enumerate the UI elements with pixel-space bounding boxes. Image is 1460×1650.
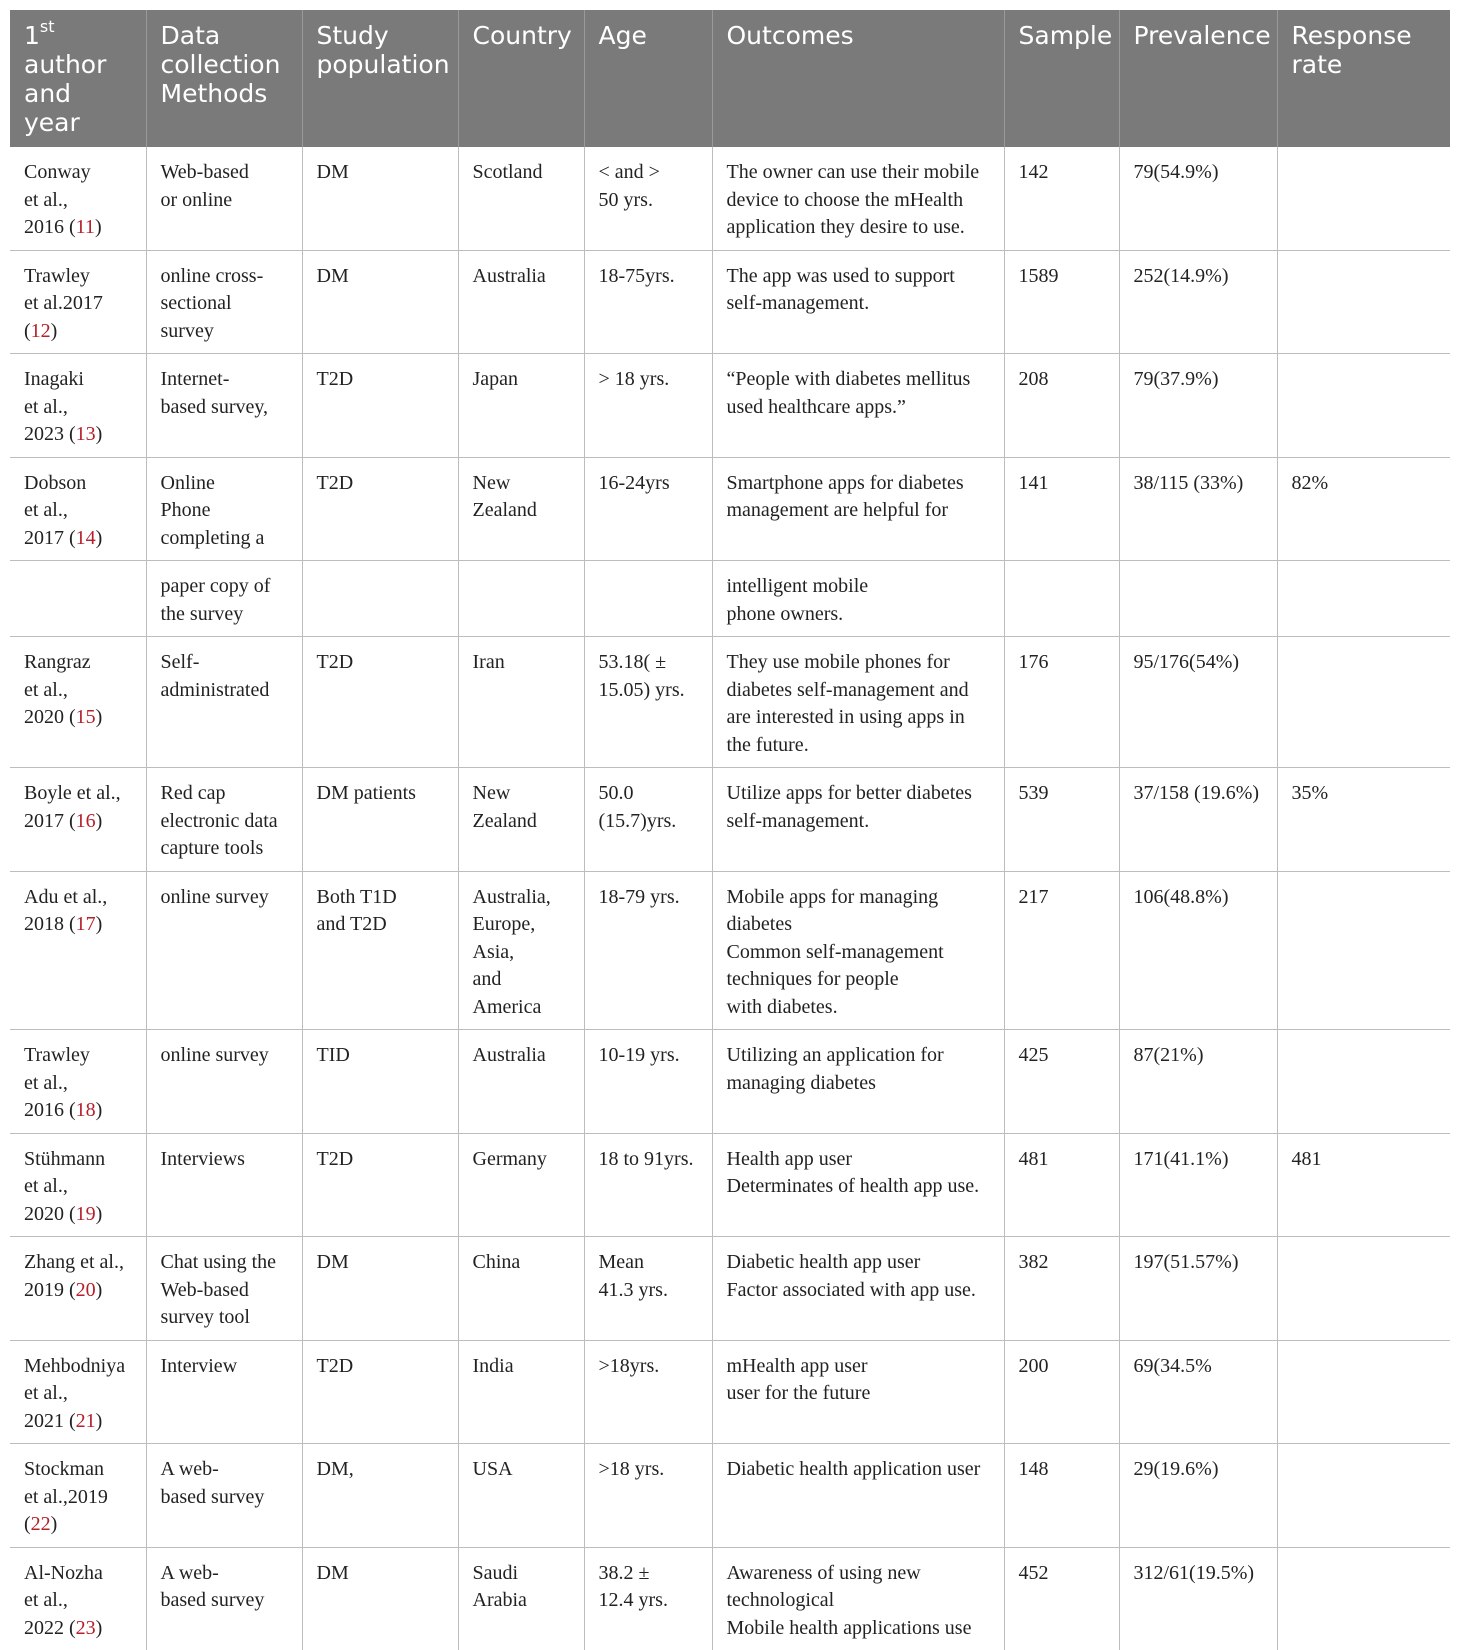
author-line: et al., xyxy=(24,1382,68,1404)
author-year-line xyxy=(24,1201,132,1229)
cell-prevalence: 29(19.6%) xyxy=(1119,1444,1277,1548)
cell-study-population: T2D xyxy=(302,354,458,458)
author-year-text: ( xyxy=(24,1513,31,1535)
cell-sample: 141 xyxy=(1004,457,1119,561)
cell-data-collection-method: paper copy of the survey xyxy=(146,561,302,637)
cell-age: 50.0 (15.7)yrs. xyxy=(584,768,712,872)
cell-country: Saudi Arabia xyxy=(458,1547,584,1650)
studies-table-container xyxy=(10,10,1450,1650)
cell-prevalence: 79(37.9%) xyxy=(1119,354,1277,458)
cell-age: < and > 50 yrs. xyxy=(584,147,712,250)
cell-response-rate xyxy=(1277,1547,1450,1650)
author-year-text: 2023 ( xyxy=(24,423,76,445)
cell-age: >18 yrs. xyxy=(584,1444,712,1548)
header-data-collection-methods: Data collection Methods xyxy=(146,10,302,147)
cell-study-population: DM xyxy=(302,1237,458,1341)
author-year-text: 2016 ( xyxy=(24,216,76,238)
author-year-close: ) xyxy=(95,706,103,728)
author-year-text: 2016 ( xyxy=(24,1099,76,1121)
table-row xyxy=(10,1237,1450,1341)
table-row xyxy=(10,637,1450,768)
author-year-close: ) xyxy=(50,319,58,342)
author-year-line xyxy=(24,525,132,553)
cell-prevalence: 37/158 (19.6%) xyxy=(1119,768,1277,872)
table-row xyxy=(10,147,1450,250)
reference-link[interactable]: 21 xyxy=(75,1409,96,1432)
author-line: Inagaki xyxy=(24,368,84,390)
header-author-year: 1st author and year xyxy=(10,10,146,147)
cell-country: USA xyxy=(458,1444,584,1548)
author-year-close: ) xyxy=(95,1278,103,1301)
cell-prevalence xyxy=(1119,561,1277,637)
author-line: Mehbodniya xyxy=(24,1354,126,1377)
author-year-text: 2021 ( xyxy=(24,1409,76,1432)
cell-author-year xyxy=(10,1030,146,1134)
cell-age: >18yrs. xyxy=(584,1340,712,1444)
cell-response-rate xyxy=(1277,1030,1450,1134)
reference-link[interactable]: 23 xyxy=(75,1616,96,1639)
cell-outcomes: The app was used to support self-management. xyxy=(712,250,1004,354)
cell-country: China xyxy=(458,1237,584,1341)
author-line: Dobson xyxy=(24,471,87,494)
author-year-close: ) xyxy=(95,809,103,832)
table-row xyxy=(10,1444,1450,1548)
cell-age: 16-24yrs xyxy=(584,457,712,561)
table-row xyxy=(10,1547,1450,1650)
cell-author-year xyxy=(10,354,146,458)
cell-sample: 200 xyxy=(1004,1340,1119,1444)
cell-author-year xyxy=(10,147,146,250)
table-row xyxy=(10,871,1450,1030)
cell-study-population: TID xyxy=(302,1030,458,1134)
cell-study-population: Both T1D and T2D xyxy=(302,871,458,1030)
reference-link[interactable]: 13 xyxy=(75,423,96,445)
cell-sample: 539 xyxy=(1004,768,1119,872)
cell-prevalence: 87(21%) xyxy=(1119,1030,1277,1134)
cell-country: Iran xyxy=(458,637,584,768)
cell-country: Japan xyxy=(458,354,584,458)
cell-age: 10-19 yrs. xyxy=(584,1030,712,1134)
cell-data-collection-method: Web-based or online xyxy=(146,147,302,250)
cell-sample: 452 xyxy=(1004,1547,1119,1650)
cell-outcomes: Mobile apps for managing diabetes Common self-management techniques for people with diabetes. xyxy=(712,871,1004,1030)
cell-response-rate xyxy=(1277,561,1450,637)
cell-study-population: DM, xyxy=(302,1444,458,1548)
author-year-text: 2020 ( xyxy=(24,1202,76,1225)
cell-study-population: T2D xyxy=(302,637,458,768)
studies-table xyxy=(10,10,1450,1650)
cell-prevalence: 252(14.9%) xyxy=(1119,250,1277,354)
cell-prevalence: 79(54.9%) xyxy=(1119,147,1277,250)
author-year-text: 2018 ( xyxy=(24,913,76,935)
cell-response-rate xyxy=(1277,1340,1450,1444)
table-row xyxy=(10,1133,1450,1237)
cell-author-year xyxy=(10,250,146,354)
cell-age: Mean 41.3 yrs. xyxy=(584,1237,712,1341)
cell-age: 18 to 91yrs. xyxy=(584,1133,712,1237)
cell-outcomes: Diabetic health application user xyxy=(712,1444,1004,1548)
author-line: Zhang et al., xyxy=(24,1251,124,1273)
author-line: et al.,2019 xyxy=(24,1485,108,1508)
cell-response-rate xyxy=(1277,1237,1450,1341)
table-body xyxy=(10,147,1450,1650)
author-line: et al., xyxy=(24,188,68,211)
reference-link[interactable]: 22 xyxy=(30,1513,51,1535)
cell-author-year xyxy=(10,1237,146,1341)
cell-data-collection-method: online cross- sectional survey xyxy=(146,250,302,354)
table-row xyxy=(10,354,1450,458)
header-study-population: Study population xyxy=(302,10,458,147)
cell-data-collection-method: A web- based survey xyxy=(146,1547,302,1650)
header-outcomes: Outcomes xyxy=(712,10,1004,147)
cell-prevalence: 95/176(54%) xyxy=(1119,637,1277,768)
cell-study-population xyxy=(302,561,458,637)
cell-sample: 176 xyxy=(1004,637,1119,768)
cell-outcomes: Awareness of using new technological Mobile health applications use xyxy=(712,1547,1004,1650)
author-line: et al., xyxy=(24,1175,68,1197)
cell-author-year xyxy=(10,457,146,561)
cell-author-year xyxy=(10,768,146,872)
author-line: et al., xyxy=(24,678,68,701)
header-response-rate: Response rate xyxy=(1277,10,1450,147)
cell-response-rate: 82% xyxy=(1277,457,1450,561)
cell-outcomes: intelligent mobile phone owners. xyxy=(712,561,1004,637)
author-line: Trawley xyxy=(24,264,90,287)
author-year-line xyxy=(24,808,132,836)
author-year-line xyxy=(24,1511,132,1539)
cell-sample: 425 xyxy=(1004,1030,1119,1134)
author-line: et al.2017 xyxy=(24,292,103,314)
reference-link[interactable]: 15 xyxy=(75,706,96,728)
cell-sample: 142 xyxy=(1004,147,1119,250)
author-year-close: ) xyxy=(94,216,102,238)
author-year-line xyxy=(24,1097,132,1125)
cell-sample: 481 xyxy=(1004,1133,1119,1237)
author-year-text: ( xyxy=(24,319,31,342)
author-line: Trawley xyxy=(24,1044,90,1066)
cell-response-rate xyxy=(1277,1444,1450,1548)
author-year-line xyxy=(24,1615,132,1643)
cell-country: New Zealand xyxy=(458,457,584,561)
header-sample: Sample xyxy=(1004,10,1119,147)
cell-response-rate: 35% xyxy=(1277,768,1450,872)
cell-outcomes: Utilizing an application for managing diabetes xyxy=(712,1030,1004,1134)
author-year-close: ) xyxy=(95,1202,103,1225)
author-line: et al., xyxy=(24,1589,68,1611)
cell-response-rate xyxy=(1277,871,1450,1030)
cell-outcomes: Health app user Determinates of health app use. xyxy=(712,1133,1004,1237)
cell-outcomes: Smartphone apps for diabetes management are helpful for xyxy=(712,457,1004,561)
cell-country: New Zealand xyxy=(458,768,584,872)
author-year-text: 2022 ( xyxy=(24,1616,76,1639)
cell-data-collection-method: Red cap electronic data capture tools xyxy=(146,768,302,872)
cell-country: Australia xyxy=(458,250,584,354)
cell-country: Germany xyxy=(458,1133,584,1237)
author-year-close: ) xyxy=(95,913,103,935)
cell-outcomes: “People with diabetes mellitus used healthcare apps.” xyxy=(712,354,1004,458)
cell-country: Australia, Europe, Asia, and America xyxy=(458,871,584,1030)
table-row xyxy=(10,250,1450,354)
author-line: Stühmann xyxy=(24,1147,106,1170)
cell-data-collection-method: Interview xyxy=(146,1340,302,1444)
cell-study-population: T2D xyxy=(302,1133,458,1237)
cell-study-population: DM xyxy=(302,1547,458,1650)
cell-sample: 1589 xyxy=(1004,250,1119,354)
cell-study-population: T2D xyxy=(302,457,458,561)
cell-age: > 18 yrs. xyxy=(584,354,712,458)
author-year-text: 2020 ( xyxy=(24,706,76,728)
cell-response-rate xyxy=(1277,354,1450,458)
cell-age: 38.2 ± 12.4 yrs. xyxy=(584,1547,712,1650)
cell-country: Australia xyxy=(458,1030,584,1134)
cell-response-rate xyxy=(1277,637,1450,768)
author-line: Boyle et al., xyxy=(24,782,121,804)
author-year-close: ) xyxy=(95,1409,103,1432)
cell-age: 18-79 yrs. xyxy=(584,871,712,1030)
reference-link[interactable]: 18 xyxy=(75,1099,96,1121)
author-line: Rangraz xyxy=(24,651,91,673)
cell-response-rate xyxy=(1277,250,1450,354)
cell-outcomes: They use mobile phones for diabetes self-management and are interested in using apps in the future. xyxy=(712,637,1004,768)
cell-prevalence: 106(48.8%) xyxy=(1119,871,1277,1030)
cell-response-rate: 481 xyxy=(1277,1133,1450,1237)
author-line: Conway xyxy=(24,161,91,183)
table-row xyxy=(10,1340,1450,1444)
table-row xyxy=(10,561,1450,637)
cell-sample: 208 xyxy=(1004,354,1119,458)
cell-sample: 148 xyxy=(1004,1444,1119,1548)
table-header-row xyxy=(10,10,1450,147)
cell-prevalence: 69(34.5% xyxy=(1119,1340,1277,1444)
cell-data-collection-method: Internet- based survey, xyxy=(146,354,302,458)
cell-prevalence: 197(51.57%) xyxy=(1119,1237,1277,1341)
cell-study-population: T2D xyxy=(302,1340,458,1444)
author-year-close: ) xyxy=(95,1616,103,1639)
table-row xyxy=(10,1030,1450,1134)
cell-study-population: DM xyxy=(302,250,458,354)
author-line: Adu et al., xyxy=(24,885,108,908)
cell-study-population: DM xyxy=(302,147,458,250)
cell-country: India xyxy=(458,1340,584,1444)
author-year-text: 2017 ( xyxy=(24,526,76,549)
cell-author-year xyxy=(10,637,146,768)
cell-prevalence: 312/61(19.5%) xyxy=(1119,1547,1277,1650)
header-superscript: st xyxy=(39,16,55,36)
cell-outcomes: Utilize apps for better diabetes self-management. xyxy=(712,768,1004,872)
cell-author-year xyxy=(10,871,146,1030)
author-year-line xyxy=(24,911,132,939)
cell-prevalence: 38/115 (33%) xyxy=(1119,457,1277,561)
author-line: Al-Nozha xyxy=(24,1561,103,1584)
author-line: et al., xyxy=(24,1071,68,1094)
author-year-close: ) xyxy=(50,1513,58,1535)
cell-data-collection-method: Online Phone completing a xyxy=(146,457,302,561)
cell-outcomes: mHealth app user user for the future xyxy=(712,1340,1004,1444)
reference-link[interactable]: 17 xyxy=(75,913,96,935)
cell-author-year xyxy=(10,1547,146,1650)
author-year-line xyxy=(24,318,132,346)
author-year-close: ) xyxy=(95,423,103,445)
author-year-line xyxy=(24,421,132,449)
cell-study-population: DM patients xyxy=(302,768,458,872)
cell-author-year xyxy=(10,1444,146,1548)
cell-country: Scotland xyxy=(458,147,584,250)
cell-sample xyxy=(1004,561,1119,637)
reference-link[interactable]: 14 xyxy=(75,526,96,549)
table-row xyxy=(10,768,1450,872)
cell-data-collection-method: online survey xyxy=(146,1030,302,1134)
cell-author-year xyxy=(10,1340,146,1444)
table-row xyxy=(10,457,1450,561)
cell-data-collection-method: Chat using the Web-based survey tool xyxy=(146,1237,302,1341)
author-year-line xyxy=(24,704,132,732)
author-year-close: ) xyxy=(95,526,103,549)
author-year-line xyxy=(24,1408,132,1436)
author-line: Stockman xyxy=(24,1458,104,1480)
cell-response-rate xyxy=(1277,147,1450,250)
cell-sample: 382 xyxy=(1004,1237,1119,1341)
cell-author-year xyxy=(10,561,146,637)
cell-data-collection-method: Interviews xyxy=(146,1133,302,1237)
cell-data-collection-method: online survey xyxy=(146,871,302,1030)
cell-data-collection-method: Self- administrated xyxy=(146,637,302,768)
author-year-close: ) xyxy=(95,1099,103,1121)
cell-outcomes: Diabetic health app user Factor associated with app use. xyxy=(712,1237,1004,1341)
cell-age xyxy=(584,561,712,637)
author-line: et al., xyxy=(24,499,68,521)
cell-prevalence: 171(41.1%) xyxy=(1119,1133,1277,1237)
cell-age: 53.18( ± 15.05) yrs. xyxy=(584,637,712,768)
reference-link[interactable]: 20 xyxy=(75,1278,96,1301)
author-year-text: 2019 ( xyxy=(24,1278,76,1301)
reference-link[interactable]: 19 xyxy=(75,1202,96,1225)
cell-sample: 217 xyxy=(1004,871,1119,1030)
cell-country xyxy=(458,561,584,637)
author-year-line xyxy=(24,214,132,242)
header-country: Country xyxy=(458,10,584,147)
reference-link[interactable]: 12 xyxy=(30,319,51,342)
author-year-line xyxy=(24,1277,132,1305)
author-line: et al., xyxy=(24,395,68,418)
cell-author-year xyxy=(10,1133,146,1237)
author-year-text: 2017 ( xyxy=(24,809,76,832)
cell-age: 18-75yrs. xyxy=(584,250,712,354)
reference-link[interactable]: 11 xyxy=(75,216,95,238)
reference-link[interactable]: 16 xyxy=(75,809,96,832)
cell-data-collection-method: A web- based survey xyxy=(146,1444,302,1548)
cell-outcomes: The owner can use their mobile device to choose the mHealth application they desire to use. xyxy=(712,147,1004,250)
header-prevalence: Prevalence xyxy=(1119,10,1277,147)
header-age: Age xyxy=(584,10,712,147)
